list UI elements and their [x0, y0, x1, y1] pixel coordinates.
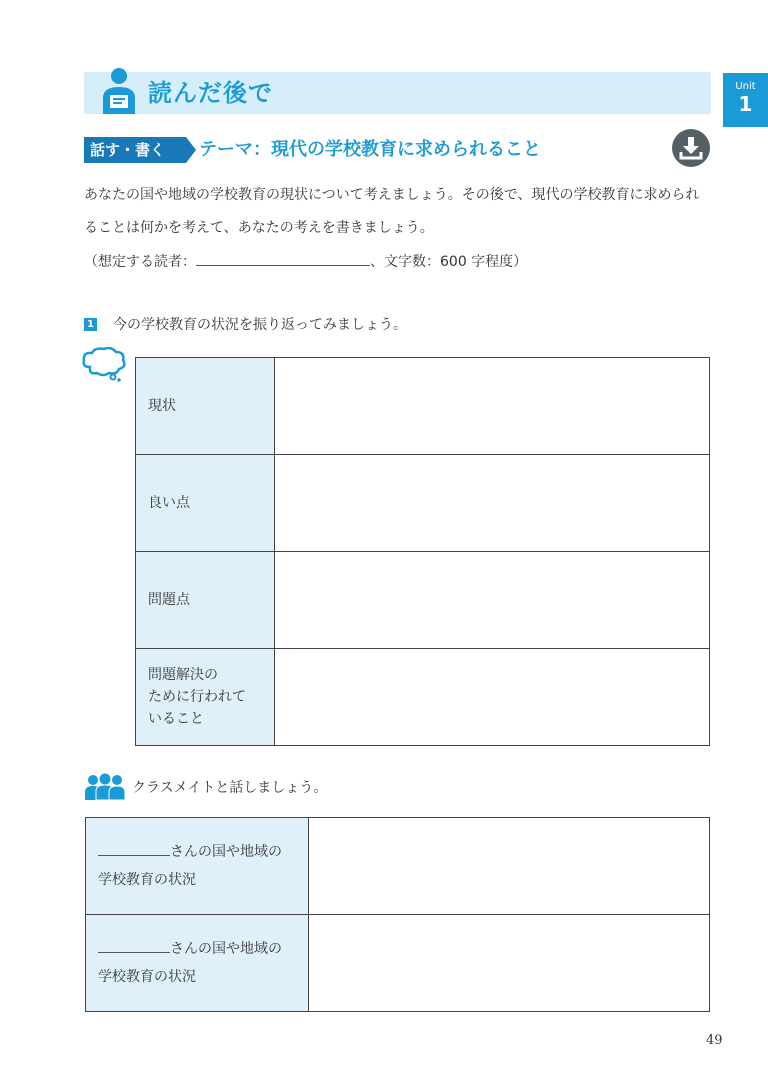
classmate-instruction: クラスメイトと話しましょう。: [132, 780, 328, 796]
row-label: さんの国や地域の 学校教育の状況: [86, 915, 309, 1012]
name-blank[interactable]: [98, 938, 170, 953]
answer-cell[interactable]: [309, 915, 710, 1012]
question-1-text: 今の学校教育の状況を振り返ってみましょう。: [113, 317, 407, 333]
classmate-table: [85, 817, 710, 1012]
table-row: [86, 915, 710, 1012]
name-blank[interactable]: [98, 841, 170, 856]
answer-cell[interactable]: [275, 649, 710, 746]
status-table: [135, 357, 710, 746]
unit-word: Unit: [735, 81, 756, 92]
unit-number: 1: [738, 92, 753, 116]
answer-cell[interactable]: [275, 455, 710, 552]
answer-cell[interactable]: [309, 818, 710, 915]
page-title: 読んだ後で: [148, 79, 273, 107]
answer-cell[interactable]: [275, 358, 710, 455]
table-row: [86, 818, 710, 915]
answer-cell[interactable]: [275, 552, 710, 649]
reader-line: [84, 251, 527, 272]
unit-tab: [723, 73, 768, 127]
table-row: [136, 649, 710, 746]
reader-blank[interactable]: [196, 251, 370, 266]
instruction-line-1: あなたの国や地域の学校教育の現状について考えましょう。その後で、現代の学校教育に求められ: [84, 187, 700, 203]
people-icon: [84, 772, 126, 800]
thought-bubble-icon: [80, 347, 128, 383]
theme-title: テーマ：現代の学校教育に求められること: [199, 139, 541, 160]
row-label: さんの国や地域の 学校教育の状況: [86, 818, 309, 915]
download-icon[interactable]: [671, 128, 711, 168]
page-number: 49: [706, 1033, 723, 1048]
row-label: 問題点: [136, 552, 275, 649]
table-row: [136, 455, 710, 552]
row-label: 現状: [136, 358, 275, 455]
question-number-marker: 1: [84, 318, 97, 331]
row-label: 問題解決の ために行われて いること: [136, 649, 275, 746]
table-row: [136, 552, 710, 649]
reader-suffix: 、文字数：600 字程度）: [370, 254, 528, 270]
reading-person-icon: [97, 66, 141, 116]
reader-prefix: （想定する読者：: [84, 254, 196, 270]
row-label: 良い点: [136, 455, 275, 552]
section-tag-label: 話す・書く: [90, 141, 166, 159]
instruction-line-2: ることは何かを考えて、あなたの考えを書きましょう。: [84, 220, 434, 236]
table-row: [136, 358, 710, 455]
